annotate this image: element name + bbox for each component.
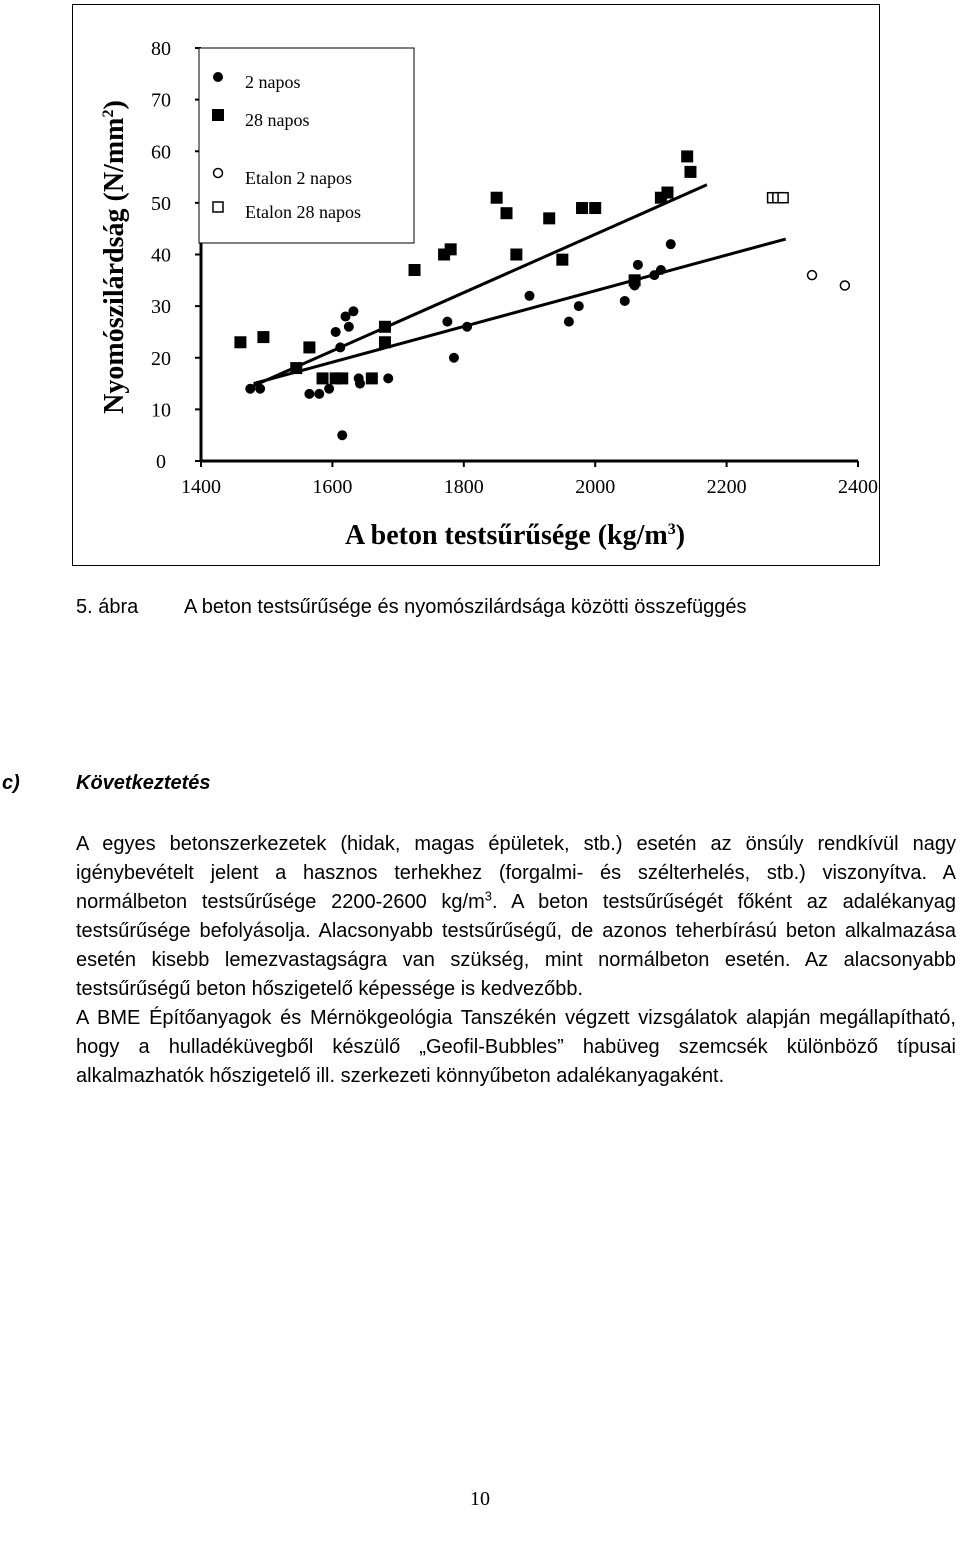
chart-frame [72,4,880,566]
y-tick-label: 30 [151,296,171,319]
data-point-filled-square [556,254,568,266]
paragraph-2-text: A BME Építőanyagok és Mérnökgeológia Tanszékén végzett vizsgálatok alapján megállapítható, hogy a hulladéküvegből készülő „Geofil-Bubbles” habüveg szemcsék különböző típusai alkalmazhatók hőszigetelő ill. szerkezeti könnyűbeton adalékanyagaként. [76,1007,956,1087]
data-point-filled-square [684,166,696,178]
data-point-filled-circle [255,384,265,394]
data-point-filled-circle [449,353,459,363]
x-tick-label: 2000 [575,476,616,498]
x-tick-label: 1400 [181,476,221,498]
legend-marker-open-square [213,202,223,212]
legend-marker-open-circle [214,169,223,178]
y-axis-title: Nyomószilárdság $(N/mm^2)$ [99,100,130,414]
x-tick-label: 2400 [838,476,878,498]
data-point-filled-circle [633,260,643,270]
legend-label: 28 napos [245,110,310,130]
data-point-filled-square [303,341,315,353]
x-tick-label: 2200 [706,476,747,498]
figure-caption-text: A beton testsűrűsége és nyomószilárdsága közötti összefüggés [184,596,747,618]
chart-legend [199,48,414,243]
data-point-filled-square [379,336,391,348]
data-point-filled-square [510,249,522,261]
data-point-filled-square [409,264,421,276]
x-tick-label: 1600 [312,476,353,498]
data-point-filled-circle [324,384,334,394]
data-point-filled-square [681,150,693,162]
page-number: 10 [470,1488,490,1510]
data-point-filled-circle [337,430,347,440]
legend-marker-filled-circle [213,72,223,82]
paragraph-1-text-a: A egyes betonszerkezetek (hidak, magas épületek, stb.) esetén az önsúly rendkívül nagy igénybevételt jelent a hasznos terhekhez (forgalmi- és szélterhelés, stb.) viszonyítva. A normálbeton testsűrűsége 2200-2600 kg/m [76,833,956,913]
x-axis-title: A beton testsűrűsége $(kg/m^3)$ [344,520,686,551]
data-point-filled-square [234,336,246,348]
section-title: Következtetés [76,772,211,794]
y-tick-label: 0 [156,451,166,473]
y-tick-label: 50 [151,192,171,215]
data-point-filled-square [629,274,641,286]
data-point-filled-square [257,331,269,343]
data-point-filled-square [543,212,555,224]
paragraph-conclusion [76,830,956,1004]
data-point-filled-circle [525,291,535,301]
data-point-filled-square [501,207,513,219]
data-point-filled-circle [383,373,393,383]
paragraph-1-text-b: . A beton testsűrűségét főként az adalékanyag testsűrűsége befolyásolja. Alacsonyabb testsűrűségű, de azonos teherbírású beton alkalmazása esetén kisebb lemezvastagságra van szükség, mint normálbeton esetén. Az alacsonyabb testsűrűségű beton hőszigetelő képessége is kedvezőbb. [76,891,956,1000]
figure-caption [76,596,747,619]
scatter-chart [73,5,879,565]
trendline [254,239,786,384]
data-point-filled-circle [304,389,314,399]
data-point-open-circle [808,271,817,280]
data-point-filled-circle [620,296,630,306]
x-tick-label: 1800 [443,476,484,498]
data-point-filled-circle [564,317,574,327]
data-point-filled-circle [335,342,345,352]
data-point-filled-square [336,372,348,384]
paragraph-bme [76,1004,956,1091]
data-point-filled-circle [348,306,358,316]
legend-marker-filled-square [212,109,224,121]
data-point-filled-circle [666,239,676,249]
data-point-filled-square [366,372,378,384]
paragraph-1-superscript: 3 [484,888,492,904]
legend-label: Etalon 28 napos [245,202,361,222]
data-point-open-circle [840,281,849,290]
y-tick-label: 70 [151,89,171,112]
data-point-filled-square [661,187,673,199]
data-point-filled-square [317,372,329,384]
data-point-filled-square [491,192,503,204]
data-point-filled-circle [344,322,354,332]
data-point-filled-circle [331,327,341,337]
y-tick-label: 20 [151,347,171,370]
y-tick-label: 80 [151,38,171,60]
data-point-open-square [778,193,788,203]
y-tick-label: 40 [151,244,171,267]
data-point-filled-circle [442,317,452,327]
data-point-filled-circle [355,379,365,389]
data-point-filled-circle [656,265,666,275]
figure-number: 5. ábra [76,596,139,618]
legend-label: Etalon 2 napos [245,168,352,188]
data-point-filled-square [290,362,302,374]
y-tick-label: 60 [151,141,171,164]
data-point-filled-circle [574,301,584,311]
section-letter: c) [2,772,20,794]
data-point-filled-circle [462,322,472,332]
data-point-filled-square [445,243,457,255]
data-point-filled-circle [314,389,324,399]
data-point-filled-square [589,202,601,214]
y-tick-label: 10 [151,399,171,422]
data-point-filled-square [379,321,391,333]
legend-label: 2 napos [245,72,301,92]
data-point-filled-square [576,202,588,214]
data-point-filled-circle [245,384,255,394]
